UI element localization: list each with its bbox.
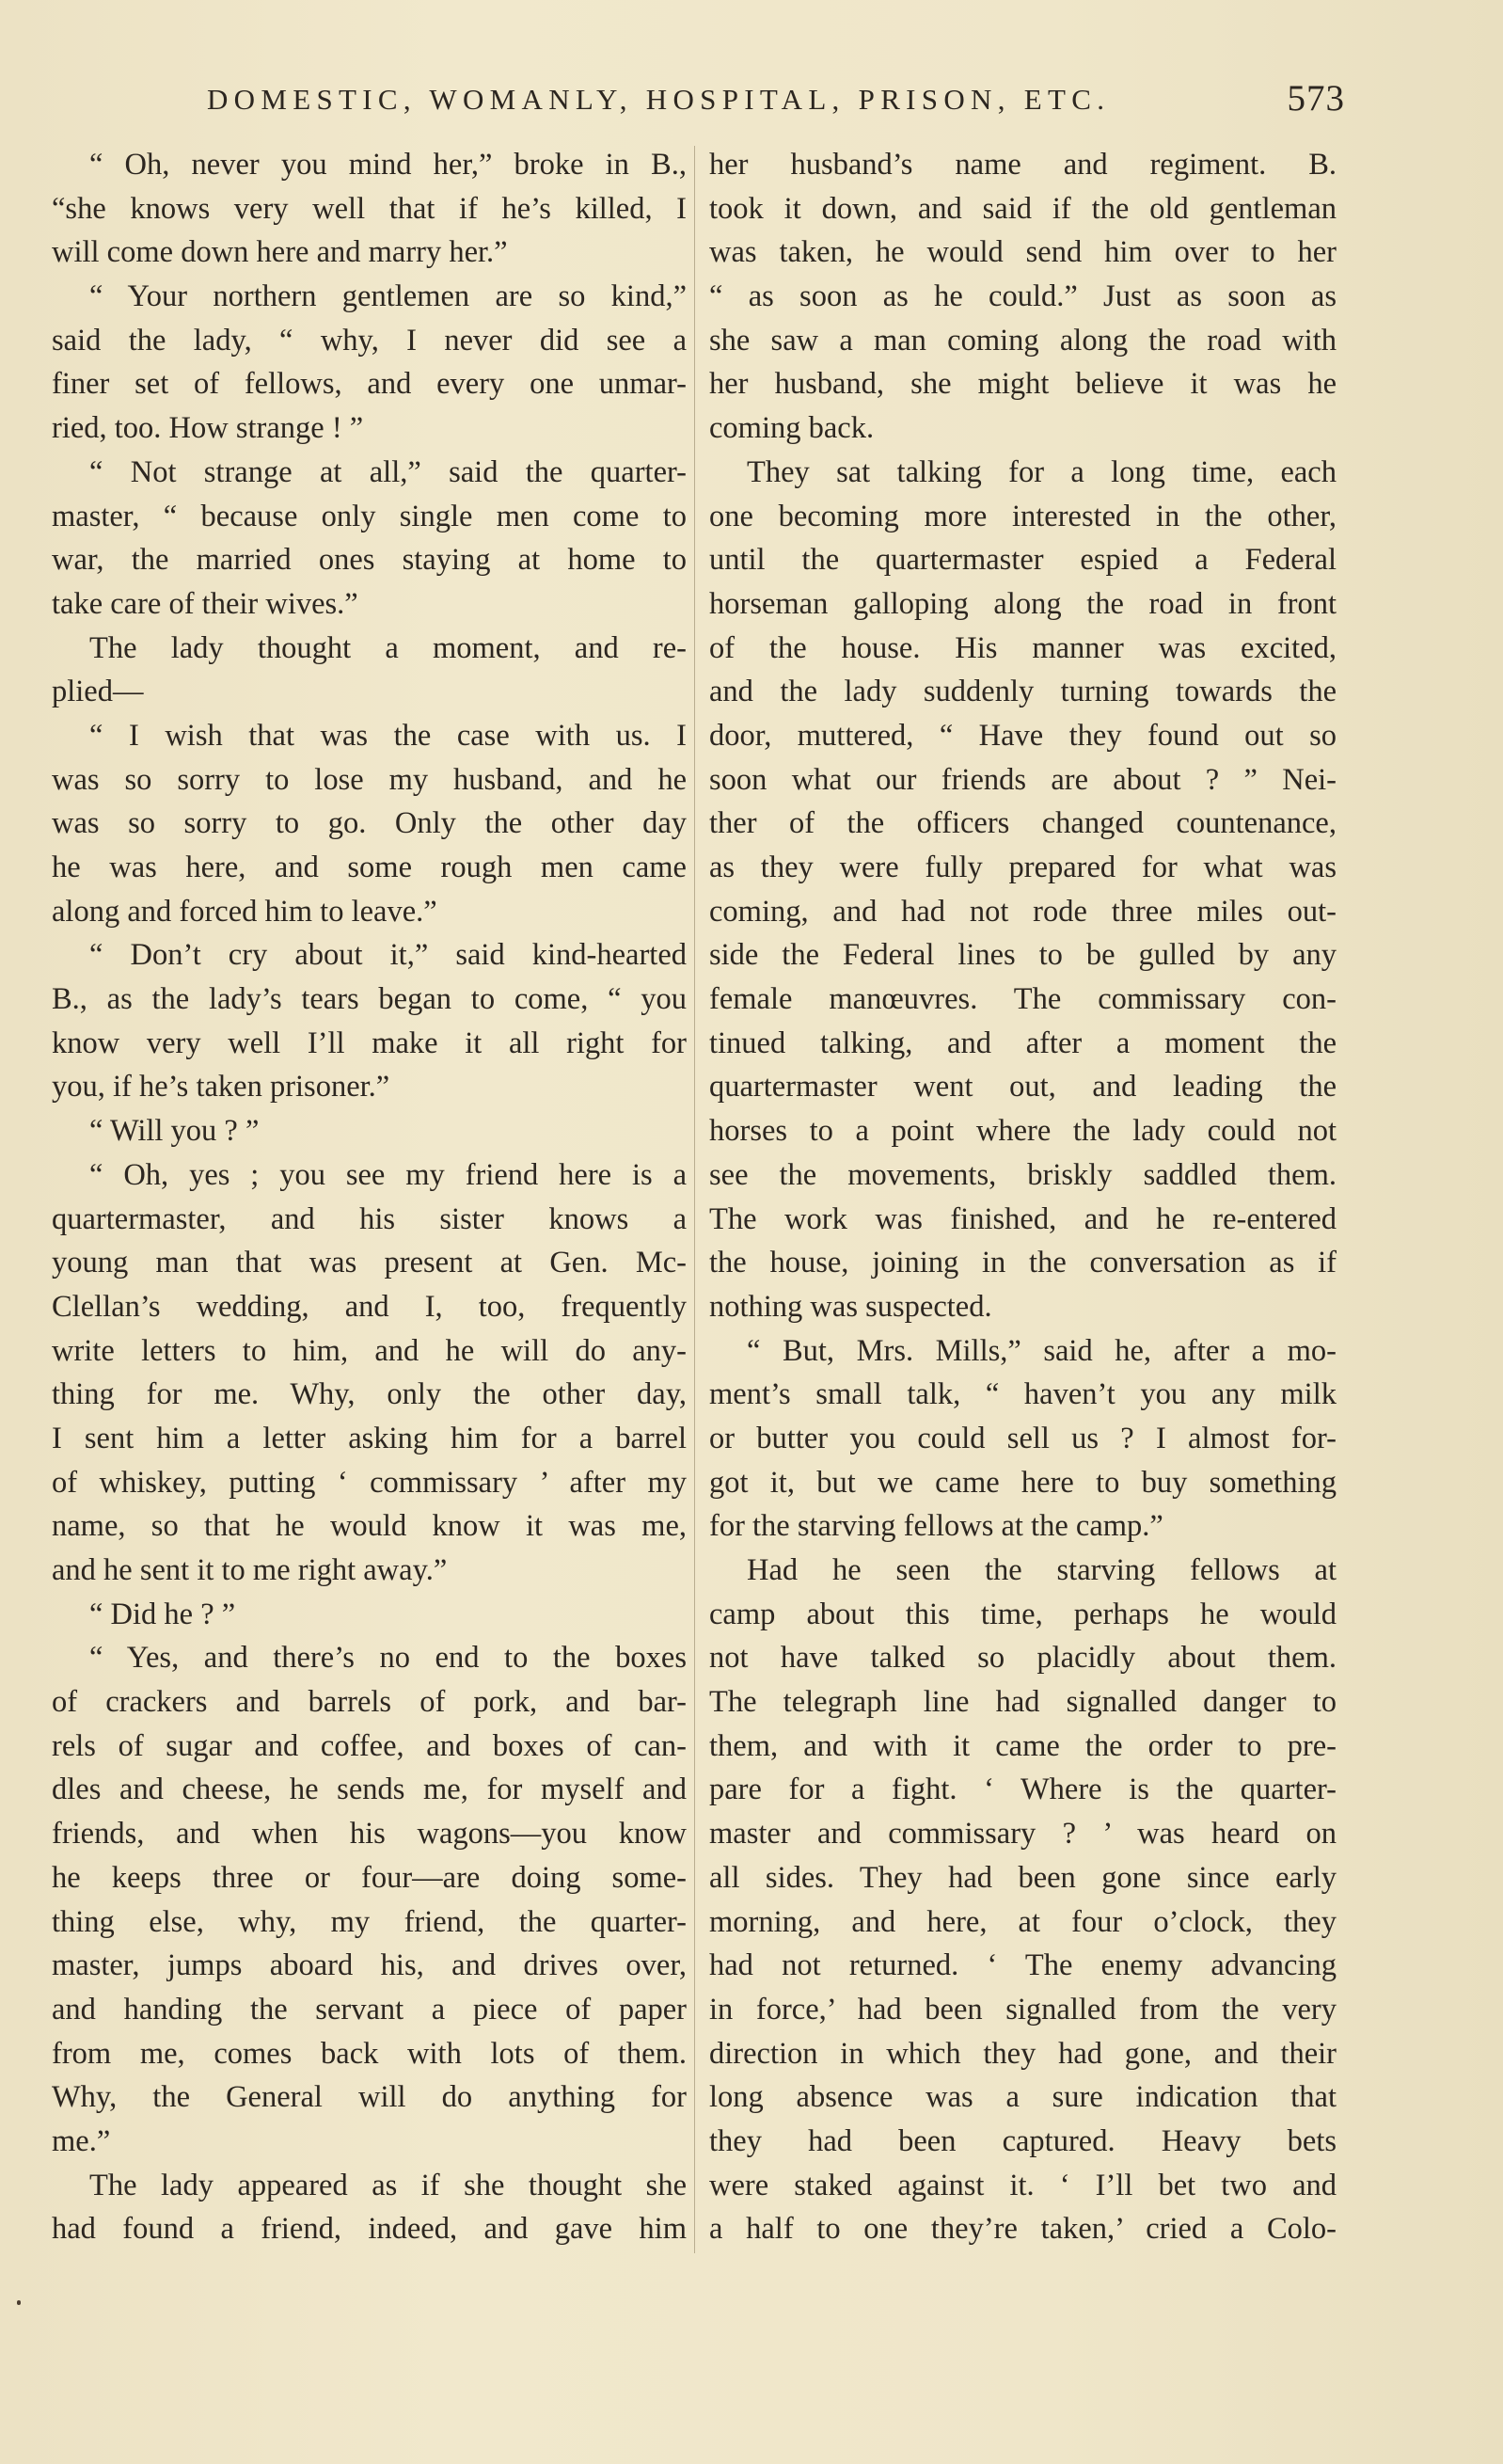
text-line: for the starving fellows at the camp.” [709,1509,1163,1544]
text-line: long absence was a sure indication that [709,2080,1337,2115]
text-line: They sat talking for a long time, each [747,454,1337,489]
text-line: from me, comes back with lots of them. [52,2036,687,2071]
text-line: “ Will you ? ” [89,1114,260,1149]
text-line: “ Oh, yes ; you see my friend here is a [89,1157,687,1192]
text-line: The telegraph line had signalled danger to [709,1685,1337,1720]
text-line: as they were fully prepared for what was [709,850,1337,884]
text-line: until the quartermaster espied a Federal [709,543,1337,578]
text-line: was taken, he would send him over to her [709,235,1337,270]
text-line: they had been captured. Heavy bets [709,2123,1337,2158]
text-line: coming back. [709,411,875,446]
text-line: dles and cheese, he sends me, for myself and [52,1772,687,1807]
text-line: not have talked so placidly about them. [709,1641,1337,1676]
text-line: thing for me. Why, only the other day, [52,1377,687,1412]
text-line: horses to a point where the lady could not [709,1114,1337,1149]
text-line: took it down, and said if the old gentleman [709,191,1337,226]
text-line: Why, the General will do anything for [52,2080,687,2115]
text-line: you, if he’s taken prisoner.” [52,1070,390,1105]
text-line: of whiskey, putting ‘ commissary ’ after my [52,1465,687,1500]
text-line: said the lady, “ why, I never did see a [52,323,687,358]
text-line: coming, and had not rode three miles out- [709,894,1337,929]
text-line: she saw a man coming along the road with [709,323,1337,358]
text-line: war, the married ones staying at home to [52,543,687,578]
text-line: master, jumps aboard his, and drives over, [52,1948,687,1983]
text-line: write letters to him, and he will do any- [52,1333,687,1368]
text-line: nothing was suspected. [709,1289,992,1324]
text-line: pare for a fight. ‘ Where is the quarter- [709,1772,1337,1807]
text-line: B., as the lady’s tears began to come, “ you [52,982,687,1017]
column-divider [694,146,695,2253]
text-line: direction in which they had gone, and their [709,2036,1337,2071]
text-line: was so sorry to go. Only the other day [52,806,687,841]
text-line: ried, too. How strange ! ” [52,411,364,446]
text-line: door, muttered, “ Have they found out so [709,718,1337,753]
text-line: The lady appeared as if she thought she [89,2168,687,2202]
text-line: female manœuvres. The commissary con- [709,982,1337,1017]
text-line: tinued talking, and after a moment the [709,1025,1337,1060]
text-line: friends, and when his wagons—you know [52,1817,687,1852]
page-speck [17,2300,21,2305]
text-line: or butter you could sell us ? I almost for- [709,1421,1337,1455]
text-line: he was here, and some rough men came [52,850,687,884]
text-line: master, “ because only single men come to [52,499,687,533]
text-line: soon what our friends are about ? ” Nei- [709,762,1337,797]
text-line: them, and with it came the order to pre- [709,1728,1337,1763]
text-line: ther of the officers changed countenance, [709,806,1337,841]
text-line: master and commissary ? ’ was heard on [709,1817,1337,1852]
text-line: horseman galloping along the road in front [709,586,1337,621]
text-line: her husband, she might believe it was he [709,367,1337,402]
text-line: “ Not strange at all,” said the quarter- [89,454,687,489]
text-line: young man that was present at Gen. Mc- [52,1246,687,1280]
text-line: the house, joining in the conversation as if [709,1246,1337,1280]
page-number: 573 [1287,78,1345,119]
text-line: “ Did he ? ” [89,1597,236,1631]
text-line: “ Yes, and there’s no end to the boxes [89,1641,687,1676]
text-line: and handing the servant a piece of paper [52,1992,687,2027]
text-line: were staked against it. ‘ I’ll bet two and [709,2168,1337,2202]
text-line: “she knows very well that if he’s killed, I [52,191,687,226]
text-line: her husband’s name and regiment. B. [709,148,1337,182]
text-line: know very well I’ll make it all right for [52,1025,687,1060]
text-line: and the lady suddenly turning towards the [709,675,1337,709]
text-line: The lady thought a moment, and re- [89,630,687,665]
text-line: see the movements, briskly saddled them. [709,1157,1337,1192]
text-line: of crackers and barrels of pork, and bar- [52,1685,687,1720]
text-line: Clellan’s wedding, and I, too, frequently [52,1289,687,1324]
text-line: The work was finished, and he re-entered [709,1201,1337,1236]
text-line: quartermaster went out, and leading the [709,1070,1337,1105]
text-line: “ as soon as he could.” Just as soon as [709,279,1337,314]
text-line: a half to one they’re taken,’ cried a Colo- [709,2212,1337,2247]
right-text-column [709,143,1337,2251]
text-line: all sides. They had been gone since early [709,1860,1337,1895]
text-line: he keeps three or four—are doing some- [52,1860,687,1895]
text-line: camp about this time, perhaps he would [709,1597,1337,1631]
text-line: got it, but we came here to buy something [709,1465,1337,1500]
text-line: plied— [52,675,144,709]
text-line: one becoming more interested in the other, [709,499,1337,533]
text-line: in force,’ had been signalled from the very [709,1992,1337,2027]
text-line: “ Don’t cry about it,” said kind-hearted [89,938,687,973]
text-line: of the house. His manner was excited, [709,630,1337,665]
text-line: take care of their wives.” [52,586,358,621]
text-line: me.” [52,2123,111,2158]
text-line: had not returned. ‘ The enemy advancing [709,1948,1337,1983]
text-line: ment’s small talk, “ haven’t you any milk [709,1377,1337,1412]
running-head: DOMESTIC, WOMANLY, HOSPITAL, PRISON, ETC. [207,83,1111,116]
text-line: thing else, why, my friend, the quarter- [52,1904,687,1939]
text-line: morning, and here, at four o’clock, they [709,1904,1337,1939]
text-line: I sent him a letter asking him for a barrel [52,1421,687,1455]
left-text-column [52,143,687,2251]
text-line: finer set of fellows, and every one unmar- [52,367,687,402]
text-line: had found a friend, indeed, and gave him [52,2212,687,2247]
text-line: “ But, Mrs. Mills,” said he, after a mo- [747,1333,1337,1368]
text-line: Had he seen the starving fellows at [747,1553,1337,1587]
text-line: “ Your northern gentlemen are so kind,” [89,279,687,314]
text-line: “ Oh, never you mind her,” broke in B., [89,148,687,182]
text-line: along and forced him to leave.” [52,894,437,929]
text-line: and he sent it to me right away.” [52,1553,448,1587]
text-line: “ I wish that was the case with us. I [89,718,687,753]
page-header [207,78,1345,130]
text-line: side the Federal lines to be gulled by any [709,938,1337,973]
text-line: name, so that he would know it was me, [52,1509,687,1544]
text-line: quartermaster, and his sister knows a [52,1201,687,1236]
text-line: will come down here and marry her.” [52,235,508,270]
text-line: was so sorry to lose my husband, and he [52,762,687,797]
text-line: rels of sugar and coffee, and boxes of can- [52,1728,687,1763]
